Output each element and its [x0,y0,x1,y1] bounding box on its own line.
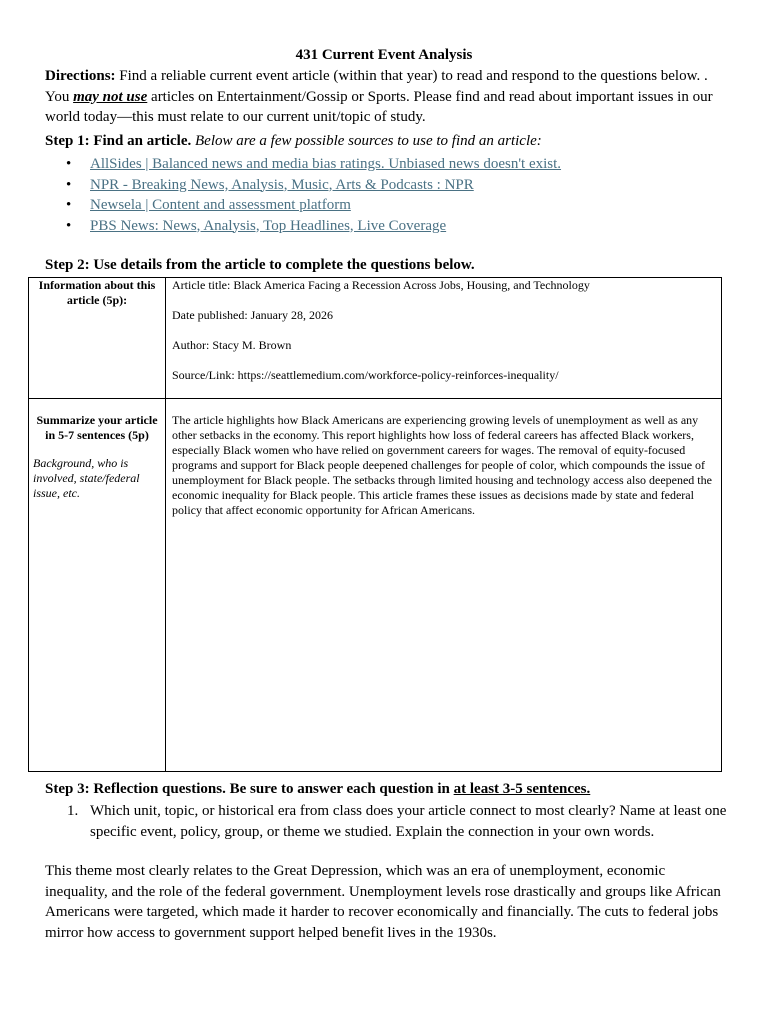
summary-content-cell[interactable] [166,399,722,772]
answer-paragraph[interactable]: This theme most clearly relates to the Great Depression, which was an era of unemployment, economic inequality, and the role of the federal government. Unemployment levels rose drastically and groups like African Americans were targeted, which made it harder to recover economically and financially. The cuts to federal jobs mirror how access to government support helped benefit lives in the 1930s. [45,863,721,941]
author-field: Author: Stacy M. Brown [172,338,292,352]
directions-paragraph [45,66,727,128]
source-link-newsela[interactable]: Newsela | Content and assessment platform [90,197,351,213]
step3-heading [45,781,590,798]
info-label-cell [29,278,166,399]
step2-heading: Step 2: Use details from the article to complete the questions below. [45,257,475,273]
question-item [67,801,768,842]
step3-underlined: at least 3-5 sentences. [453,781,591,797]
article-title-field: Article title: Black America Facing a Recession Across Jobs, Housing, and Technology [172,278,590,292]
bullet-icon: • [66,176,72,193]
summary-text: The article highlights how Black Americans are experiencing growing levels of unemployment as well as any other setbacks in the economy. This report highlights how loss of federal careers has affected Black workers, especially Black women who have relied on government careers for wages. The removal of equity-focused programs and support for Black people deepened challenges for people of color, which compounds the issue of unemployment for Black people. The setbacks through limited housing and technology access also deepened the economic inequality for Black people. This article frames these issues as decisions made by state and federal policy that affect economic opportunity for African Americans. [172,413,712,517]
step1-text: Below are a few possible sources to use to find an article: [191,133,542,149]
question-number: 1. [67,803,79,819]
date-published-field: Date published: January 28, 2026 [172,308,333,322]
step1-label: Step 1: Find an article. [45,133,192,149]
source-list [45,154,561,236]
source-list-item [66,154,562,175]
summary-note: Background, who is involved, state/federal issue, etc. [33,456,140,500]
step1-heading [45,133,727,150]
question-text: Which unit, topic, or historical era from class does your article connect to most clearly? Name at least one specific event, policy, group, or theme we studied. Explain the connection in your own words. [90,803,727,840]
info-content-cell[interactable] [166,278,722,399]
directions-label: Directions: [45,68,116,84]
reflection-questions [45,801,768,842]
bullet-icon: • [66,197,72,213]
source-list-item [66,216,561,237]
summary-row [29,399,722,772]
bullet-icon: • [66,156,72,172]
source-link-pbs[interactable]: PBS News: News, Analysis, Top Headlines, Live Coverage [90,217,447,234]
source-link-field: Source/Link: https://seattlemedium.com/workforce-policy-reinforces-inequality/ [172,368,559,382]
directions-emphasis: may not use [73,88,148,105]
bullet-icon: • [66,217,72,234]
directions-text-1: Find a reliable current event article (within that year) to read and respond to the questions below. . You [45,68,708,105]
summary-label-cell [29,399,166,772]
source-list-item [66,195,561,216]
directions-text-2: articles on Entertainment/Gossip or Sports. Please find and read about important issues in our world today—this must relate to our current unit/topic of study. [45,88,713,125]
step3-label: Step 3: Reflection questions. Be sure to answer each question in [45,781,454,797]
info-row [29,278,722,399]
info-label: Information about this article (5p): [38,278,156,307]
source-link-allsides[interactable]: AllSides | Balanced news and media bias ratings. Unbiased news doesn't exist. [90,156,562,172]
analysis-table [28,277,722,772]
source-list-item [66,175,561,196]
document-title: 431 Current Event Analysis [295,47,473,63]
summary-label: Summarize your article in 5-7 sentences (5p) [36,413,158,442]
source-link-npr[interactable]: NPR - Breaking News, Analysis, Music, Arts & Podcasts : NPR [90,176,474,193]
